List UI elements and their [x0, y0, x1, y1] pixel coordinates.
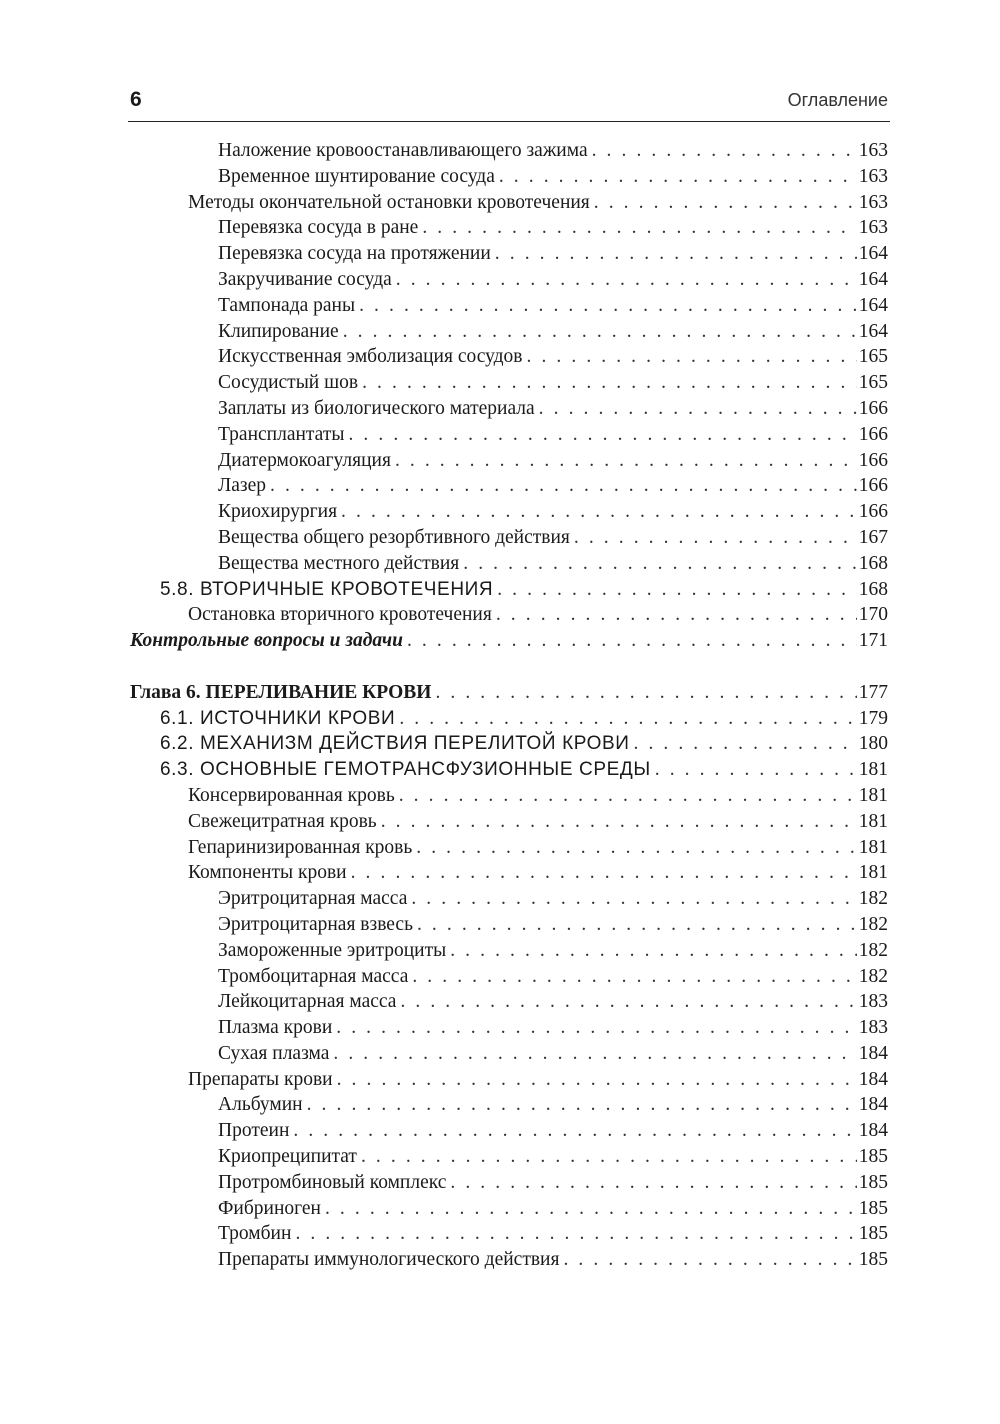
toc-entry-title: Перевязка сосуда в ране: [218, 217, 419, 239]
dot-leader: [400, 989, 856, 1015]
toc-entry-title: Вещества общего резорбтивного действия: [218, 526, 570, 548]
dot-leader: [435, 680, 856, 706]
toc-entry[interactable]: [130, 809, 888, 835]
toc-entry-page: 182: [858, 965, 888, 987]
toc-entry-page: 181: [858, 862, 888, 884]
toc-entry-page: 185: [858, 1249, 888, 1271]
dot-leader: [412, 964, 856, 990]
toc-entry-title: Препараты иммунологического действия: [218, 1249, 560, 1271]
section-gap: [130, 654, 888, 680]
toc-entry-page: 182: [858, 888, 888, 910]
toc-entry-title: Вещества местного действия: [218, 552, 460, 574]
toc-entry[interactable]: [130, 706, 888, 732]
toc-entry-title: Криопреципитат: [218, 1146, 357, 1168]
toc-entry[interactable]: [130, 499, 888, 525]
toc-entry[interactable]: [130, 422, 888, 448]
toc-section-chapter-6: [130, 680, 888, 1273]
toc-entry-page: 183: [858, 1017, 888, 1039]
toc-entry[interactable]: [130, 860, 888, 886]
toc-entry-page: 166: [858, 501, 888, 523]
header-divider: [128, 121, 890, 122]
toc-entry[interactable]: [130, 731, 888, 757]
toc-entry-page: 163: [858, 217, 888, 239]
toc-entry-page: 181: [858, 810, 888, 832]
toc-entry-title: Протромбиновый комплекс: [218, 1171, 447, 1193]
dot-leader: [399, 783, 857, 809]
dot-leader: [399, 706, 856, 732]
toc-entry-title: Лейкоцитарная масса: [218, 991, 397, 1013]
toc-entry-page: 168: [858, 552, 888, 574]
dot-leader: [343, 319, 857, 345]
dot-leader: [539, 396, 857, 422]
toc-entry-page: 165: [858, 346, 888, 368]
toc-entry-page: 164: [858, 268, 888, 290]
toc-entry-title: Плазма крови: [218, 1017, 333, 1039]
toc-entry-title: Тампонада раны: [218, 294, 356, 316]
dot-leader: [359, 293, 857, 319]
toc-entry-page: 182: [858, 913, 888, 935]
dot-leader: [362, 370, 857, 396]
toc-entry[interactable]: [130, 1247, 888, 1273]
toc-entry-page: 183: [858, 991, 888, 1013]
toc-entry-page: 184: [858, 1094, 888, 1116]
table-of-contents: [130, 138, 888, 1273]
toc-entry-title: Перевязка сосуда на протяжении: [218, 243, 491, 265]
toc-entry-page: 166: [858, 423, 888, 445]
toc-entry-title: Криохирургия: [218, 501, 338, 523]
toc-entry-title: Сухая плазма: [218, 1042, 330, 1064]
toc-entry-page: 171: [858, 630, 888, 652]
toc-entry[interactable]: [130, 1221, 888, 1247]
toc-entry-page: 184: [858, 1068, 888, 1090]
toc-entry-page: 167: [858, 526, 888, 548]
toc-entry[interactable]: [130, 628, 888, 654]
toc-entry[interactable]: [130, 241, 888, 267]
dot-leader: [450, 1170, 856, 1196]
dot-leader: [361, 1144, 857, 1170]
dot-leader: [307, 1092, 857, 1118]
dot-leader: [351, 860, 857, 886]
toc-entry[interactable]: [130, 1092, 888, 1118]
dot-leader: [417, 912, 857, 938]
toc-entry[interactable]: [130, 835, 888, 861]
toc-entry-page: 182: [858, 939, 888, 961]
toc-entry[interactable]: [130, 344, 888, 370]
toc-entry-page: 166: [858, 397, 888, 419]
toc-entry[interactable]: [130, 989, 888, 1015]
toc-entry[interactable]: [130, 473, 888, 499]
toc-entry-title: Контрольные вопросы и задачи: [130, 630, 403, 652]
toc-entry-title: Методы окончательной остановки кровотечения: [188, 191, 590, 213]
toc-entry[interactable]: [130, 1196, 888, 1222]
toc-entry-page: 164: [858, 294, 888, 316]
toc-entry[interactable]: [130, 448, 888, 474]
toc-entry-page: 170: [858, 604, 888, 626]
dot-leader: [563, 1247, 856, 1273]
toc-entry-title: Альбумин: [218, 1094, 303, 1116]
toc-entry[interactable]: [130, 912, 888, 938]
toc-entry[interactable]: [130, 267, 888, 293]
toc-entry-title: Наложение кровоостанавливающего зажима: [218, 140, 588, 161]
dot-leader: [381, 809, 857, 835]
toc-section-continued: [130, 138, 888, 654]
toc-entry-page: 164: [858, 320, 888, 342]
toc-entry-title: Препараты крови: [188, 1068, 333, 1090]
toc-entry-page: 166: [858, 475, 888, 497]
toc-entry-page: 168: [858, 578, 888, 600]
dot-leader: [592, 138, 857, 164]
toc-entry-page: 185: [858, 1146, 888, 1168]
toc-entry[interactable]: [130, 1144, 888, 1170]
toc-entry-page: 163: [858, 191, 888, 213]
toc-entry-title: Глава 6. ПЕРЕЛИВАНИЕ КРОВИ: [130, 681, 432, 703]
page-number: 6: [130, 88, 142, 111]
toc-entry[interactable]: [130, 1118, 888, 1144]
dot-leader: [333, 1041, 856, 1067]
toc-entry-title: Гепаринизированная кровь: [188, 836, 413, 858]
toc-entry-title: Остановка вторичного кровотечения: [188, 604, 492, 626]
toc-entry-title: Консервированная кровь: [188, 784, 395, 806]
toc-entry[interactable]: [130, 938, 888, 964]
toc-entry-title: Временное шунтирование сосуда: [218, 165, 495, 187]
toc-entry-page: 180: [858, 733, 888, 755]
toc-entry-title: Лазер: [218, 475, 266, 497]
dot-leader: [348, 422, 856, 448]
toc-entry-title: Эритроцитарная масса: [218, 888, 408, 910]
toc-entry-page: 184: [858, 1120, 888, 1142]
dot-leader: [396, 267, 857, 293]
toc-entry[interactable]: [130, 964, 888, 990]
dot-leader: [336, 1015, 857, 1041]
dot-leader: [495, 241, 857, 267]
toc-entry-title: 6.2. МЕХАНИЗМ ДЕЙСТВИЯ ПЕРЕЛИТОЙ КРОВИ: [160, 733, 630, 755]
dot-leader: [325, 1196, 857, 1222]
toc-entry-title: Трансплантаты: [218, 423, 345, 445]
toc-entry-page: 181: [858, 836, 888, 858]
dot-leader: [422, 215, 856, 241]
toc-entry[interactable]: [130, 190, 888, 216]
toc-entry[interactable]: [130, 293, 888, 319]
toc-entry[interactable]: [130, 1170, 888, 1196]
toc-entry[interactable]: [130, 1041, 888, 1067]
running-title: Оглавление: [787, 90, 888, 110]
toc-entry-title: Закручивание сосуда: [218, 268, 392, 290]
dot-leader: [411, 886, 856, 912]
dot-leader: [463, 551, 856, 577]
toc-entry[interactable]: [130, 1015, 888, 1041]
toc-entry-title: Искусственная эмболизация сосудов: [218, 346, 523, 368]
dot-leader: [655, 757, 857, 783]
toc-entry-title: Тромбин: [218, 1223, 292, 1245]
toc-entry[interactable]: [130, 396, 888, 422]
toc-entry-title: Клипирование: [218, 320, 339, 342]
toc-entry-title: 6.1. ИСТОЧНИКИ КРОВИ: [160, 707, 396, 729]
toc-entry-page: 164: [858, 243, 888, 265]
dot-leader: [574, 525, 857, 551]
toc-entry[interactable]: [130, 783, 888, 809]
toc-entry-page: 185: [858, 1197, 888, 1219]
dot-leader: [527, 344, 857, 370]
toc-entry[interactable]: [130, 602, 888, 628]
toc-entry[interactable]: [130, 525, 888, 551]
toc-entry-title: Фибриноген: [218, 1197, 321, 1219]
dot-leader: [497, 577, 857, 603]
dot-leader: [395, 448, 857, 474]
toc-entry-title: Свежецитратная кровь: [188, 810, 377, 832]
toc-entry-page: 177: [858, 681, 888, 703]
toc-entry[interactable]: [130, 757, 888, 783]
toc-entry-title: Компоненты крови: [188, 862, 347, 884]
toc-entry-page: 185: [858, 1223, 888, 1245]
toc-entry-title: Замороженные эритроциты: [218, 939, 447, 961]
toc-entry-title: Заплаты из биологического материала: [218, 397, 535, 419]
toc-entry-page: 165: [858, 372, 888, 394]
toc-entry[interactable]: [130, 577, 888, 603]
toc-entry-title: Сосудистый шов: [218, 372, 359, 394]
toc-entry[interactable]: [130, 319, 888, 345]
toc-entry[interactable]: [130, 680, 888, 706]
dot-leader: [450, 938, 857, 964]
toc-entry[interactable]: [130, 215, 888, 241]
toc-entry[interactable]: [130, 1067, 888, 1093]
dot-leader: [295, 1221, 856, 1247]
toc-entry-title: 5.8. ВТОРИЧНЫЕ КРОВОТЕЧЕНИЯ: [160, 578, 494, 600]
toc-entry-title: 6.3. ОСНОВНЫЕ ГЕМОТРАНСФУЗИОННЫЕ СРЕДЫ: [160, 759, 651, 781]
dot-leader: [499, 164, 857, 190]
dot-leader: [337, 1067, 857, 1093]
dot-leader: [341, 499, 857, 525]
dot-leader: [634, 731, 857, 757]
dot-leader: [293, 1118, 856, 1144]
toc-entry-title: Диатермокоагуляция: [218, 449, 391, 471]
toc-entry[interactable]: [130, 164, 888, 190]
toc-entry-page: 163: [858, 140, 888, 161]
toc-entry[interactable]: [130, 370, 888, 396]
toc-entry-title: Эритроцитарная взвесь: [218, 913, 413, 935]
toc-entry-page: 181: [858, 759, 888, 781]
toc-entry-page: 166: [858, 449, 888, 471]
dot-leader: [270, 473, 857, 499]
dot-leader: [416, 835, 856, 861]
toc-entry-page: 179: [858, 707, 888, 729]
toc-entry[interactable]: [130, 551, 888, 577]
toc-entry-page: 181: [858, 784, 888, 806]
toc-entry-page: 185: [858, 1171, 888, 1193]
dot-leader: [407, 628, 857, 654]
toc-entry[interactable]: [130, 138, 888, 164]
toc-entry-title: Протеин: [218, 1120, 290, 1142]
toc-entry-page: 184: [858, 1042, 888, 1064]
toc-entry-page: 163: [858, 165, 888, 187]
toc-entry-title: Тромбоцитарная масса: [218, 965, 409, 987]
toc-entry[interactable]: [130, 886, 888, 912]
dot-leader: [594, 190, 857, 216]
dot-leader: [496, 602, 857, 628]
